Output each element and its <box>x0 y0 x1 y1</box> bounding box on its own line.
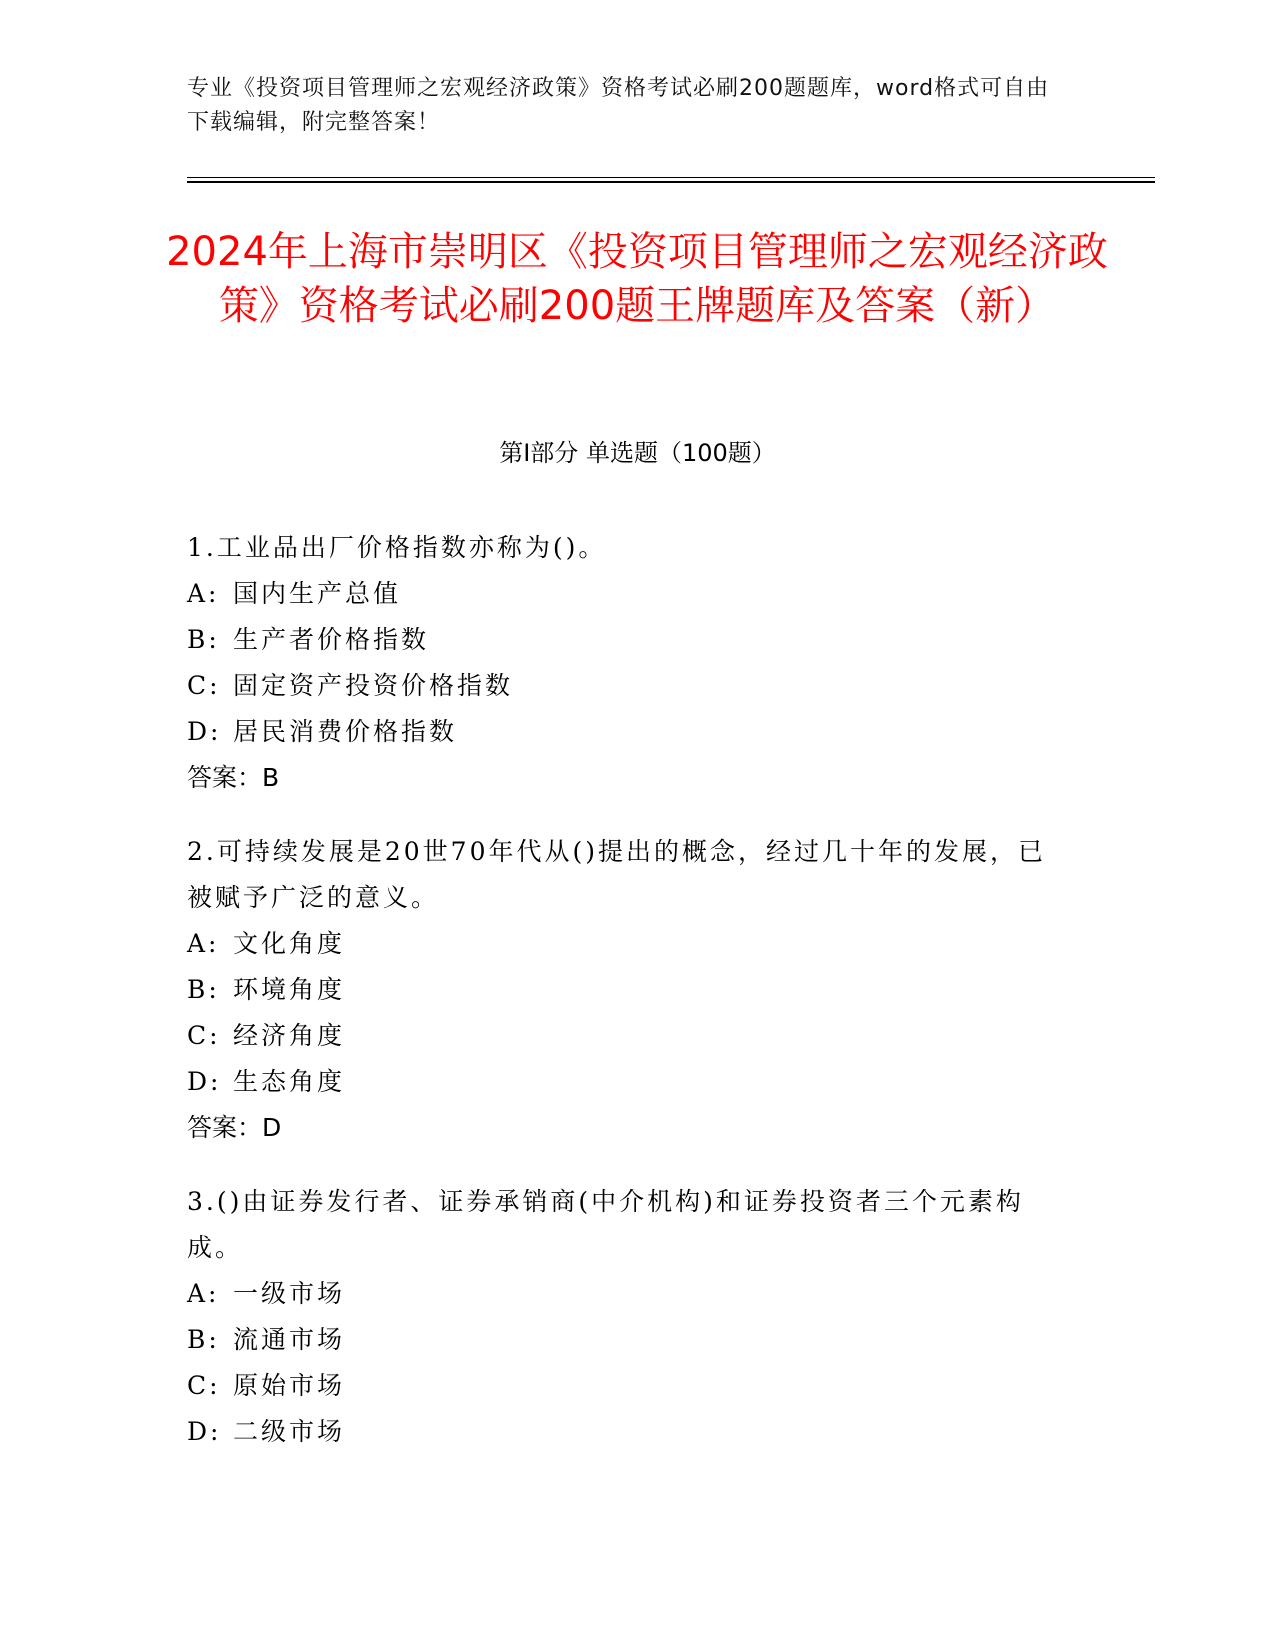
option-letter: B: <box>187 975 220 1004</box>
option-letter: A: <box>187 929 220 958</box>
question-2-option-c <box>187 1013 1067 1059</box>
question-1-option-b <box>187 617 1067 663</box>
option-text: 一级市场 <box>233 1279 346 1308</box>
question-2-option-d <box>187 1059 1067 1105</box>
question-1 <box>187 525 1067 801</box>
option-text: 固定资产投资价格指数 <box>233 671 514 700</box>
question-2-option-a <box>187 921 1067 967</box>
question-3-option-c <box>187 1363 1067 1409</box>
option-text: 文化角度 <box>233 929 346 958</box>
option-letter: C: <box>187 1021 221 1050</box>
question-1-answer: 答案：B <box>187 763 280 792</box>
option-letter: D: <box>187 1417 222 1446</box>
option-letter: C: <box>187 671 221 700</box>
option-letter: A: <box>187 1279 220 1308</box>
question-3-option-a <box>187 1271 1067 1317</box>
option-letter: B: <box>187 625 220 654</box>
header-rule-thick <box>187 181 1155 183</box>
question-list <box>187 525 1067 1483</box>
option-text: 经济角度 <box>233 1021 346 1050</box>
option-letter: D: <box>187 1067 222 1096</box>
option-text: 原始市场 <box>233 1371 346 1400</box>
option-text: 居民消费价格指数 <box>233 717 458 746</box>
question-3-text: 3.()由证券发行者、证券承销商(中介机构)和证券投资者三个元素构成。 <box>187 1187 1024 1262</box>
question-2-text: 2.可持续发展是20世70年代从()提出的概念，经过几十年的发展，已被赋予广泛的意义。 <box>187 837 1046 912</box>
option-letter: D: <box>187 717 222 746</box>
option-text: 流通市场 <box>233 1325 346 1354</box>
document-title: 2024年上海市崇明区《投资项目管理师之宏观经济政策》资格考试必刷200题王牌题库及答案（新） <box>166 229 1108 329</box>
question-3 <box>187 1179 1067 1455</box>
header-rule-thin <box>187 177 1155 178</box>
header-note: 专业《投资项目管理师之宏观经济政策》资格考试必刷200题题库，word格式可自由下载编辑，附完整答案！ <box>187 76 1050 135</box>
question-1-option-c <box>187 663 1067 709</box>
option-text: 环境角度 <box>233 975 346 1004</box>
question-3-option-b <box>187 1317 1067 1363</box>
question-1-option-a <box>187 571 1067 617</box>
question-3-option-d <box>187 1409 1067 1455</box>
option-letter: B: <box>187 1325 220 1354</box>
option-letter: A: <box>187 579 220 608</box>
question-1-text: 1.工业品出厂价格指数亦称为()。 <box>187 533 607 562</box>
option-letter: C: <box>187 1371 221 1400</box>
section-title: 第I部分 单选题（100题） <box>499 439 776 467</box>
question-2-option-b <box>187 967 1067 1013</box>
question-1-option-d <box>187 709 1067 755</box>
question-2-answer: 答案：D <box>187 1113 282 1142</box>
option-text: 国内生产总值 <box>233 579 402 608</box>
option-text: 生态角度 <box>233 1067 346 1096</box>
option-text: 生产者价格指数 <box>233 625 430 654</box>
question-2 <box>187 829 1067 1151</box>
option-text: 二级市场 <box>233 1417 346 1446</box>
